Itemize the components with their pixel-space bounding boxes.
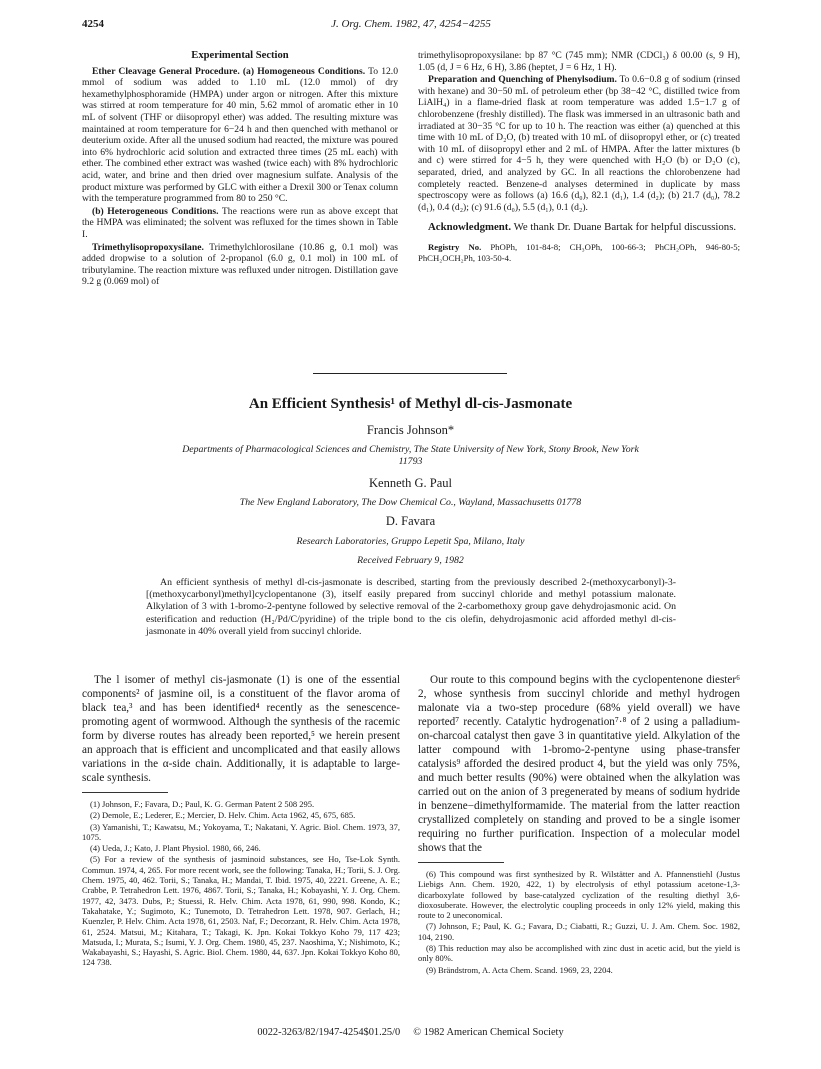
registry-numbers: [418, 242, 740, 264]
author-affiliation: The New England Laboratory, The Dow Chemical Co., Wayland, Massachusetts 01778: [239, 497, 582, 508]
footnote: (6) This compound was first synthesized by R. Wilstätter and A. Pfannenstiehl (Justus Liebigs Ann. Chem. 1920, 422, 1) by electrolysis of ethyl potassium acetone-1,3-dicarboxylate followed by base-catalyzed cyclization of the resulting diethyl 3,6-dioxosuberate. However, the electrolytic coupling proceeds in only 12% yield, making this route to 2 uneconomical.: [418, 869, 740, 921]
article-title: An Efficient Synthesis¹ of Methyl dl-cis-Jasmonate: [248, 396, 573, 412]
footnote: (1) Johnson, F.; Favara, D.; Paul, K. G. German Patent 2 508 295.: [90, 799, 315, 809]
footnote: (4) Ueda, J.; Kato, J. Plant Physiol. 1980, 66, 246.: [90, 843, 261, 854]
acknowledgment-text: We thank Dr. Duane Bartak for helpful discussions.: [511, 221, 737, 234]
page-number: 4254: [82, 18, 104, 30]
footnote: (3) Yamanishi, T.; Kawatsu, M.; Yokoyama, T.; Nakatani, Y. Agric. Biol. Chem. 1973, 37, 1075.: [82, 821, 400, 842]
body-left-column: [82, 673, 400, 968]
paragraph-text: Trimethylchlorosilane (10.86 g, 0.1 mol) was added dropwise to a solution of 2-propanol (6.0 g, 0.1 mol) in 100 mL of tributylamine. The reaction mixture was refluxed under nitrogen. Distillation gave 9.2 g (0.069 mol) of: [82, 241, 398, 288]
author-name: Francis Johnson*: [366, 423, 455, 437]
paragraph-head: (b) Heterogeneous Conditions.: [92, 205, 219, 217]
paragraph: [418, 50, 740, 73]
experimental-right-column: [418, 50, 740, 264]
abstract: An efficient synthesis of methyl dl-cis-jasmonate is described, starting from the previously described 2-(methoxycarbonyl)-3-[(methoxycarbonyl)methyl]cyclopentanone (3), itself easily prepared from succinyl chloride and methyl potassium malonate. Alkylation of 3 with 1-bromo-2-pentyne followed by selective removal of the 2-carbomethoxy group gave dehydrojasmonic acid. On esterification and reduction (H₂/Pd/C/pyridine) of the triple bond to the cis olefin, dehydrojasmonic acid afforded methyl dl-cis-jasmonate in 40% overall yield from succinyl chloride.: [146, 577, 676, 637]
footnote-rule: [418, 862, 504, 863]
acknowledgment-head: Acknowledgment.: [428, 221, 512, 234]
paragraph-text: The reactions were run as above except that the HMPA was eliminated; the solvent was refluxed for the times shown in Table I.: [82, 205, 398, 240]
journal-citation: J. Org. Chem. 1982, 47, 4254−4255: [331, 18, 491, 30]
article-divider: [313, 373, 507, 374]
paragraph: [82, 206, 398, 241]
registry-text: PhOPh, 101-84-8; CH₃OPh, 100-66-3; PhCH₂OPh, 946-80-5; PhCH₂OCH₂Ph, 103-50-4.: [418, 242, 740, 264]
article-code: 0022-3263/82/1947-4254$01.25/0: [257, 1027, 401, 1038]
paragraph-text: To 12.0 mmol of sodium was added to 1.10 mL (12.0 mmol) of dry hexamethylphosphoramide (HMPA) under argon or nitrogen. After this mixture was stirred at room temperature for 40 min, 5.62 mmol of aromatic ether in 10 mL of solvent (THF or diisopropyl ether) was added. The resulting mixture was maintained at room temperature for 6−24 h and then quenched with methanol or deuterium oxide. After all the unused sodium had reacted, the mixture was poured into 6% hydrochloric acid solution and extracted three times (25 mL each) with ether. The combined ether extract was washed (twice each) with 8% hydrochloric acid, water, and brine and then dried over magnesium sulfate. Analysis of the product mixture was performed by GLC with either a Drexil 300 or Tenax column with the temperature programmed from 80 to 250 °C.: [82, 65, 398, 205]
footnotes-right: [418, 869, 740, 975]
footnote: (2) Demole, E.; Lederer, E.; Mercier, D. Helv. Chim. Acta 1962, 45, 675, 685.: [90, 810, 356, 821]
received-date: Received February 9, 1982: [357, 555, 464, 566]
body-right-column: [418, 673, 740, 975]
footnote-rule: [82, 792, 168, 793]
footnote: (5) For a review of the synthesis of jasminoid substances, see Ho, Tse-Lok Synth. Commun. 1974, 4, 265. For more recent work, see the following: Tanaka, H.; Torii, S. J. Org. Chem. 1975, 40, 462. Torii, S.; Tanaka, H.; Mandai, T. Ibid. 1975, 40, 2221. Greene, A. E.; Crabbe, P. Tetrahedron Lett. 1976, 4867. Torii, S.; Tanaka, H.; Kobayashi, Y. J. Org. Chem. 1977, 42, 3473. Dubs, P.; Stuessi, R. Helv. Chim. Acta 1978, 61, 990, 998. Kondo, K.; Takahatake, Y.; Sugimoto, K.; Tunemoto, D. Tetrahedron Lett. 1978, 907. Gerlach, H.; Kuenzler, P. Helv. Chim. Acta 1978, 61, 2503. Naf, F.; Decorzant, R. Helv. Chim. Acta 1978, 61, 2524. Matsui, M.; Kitahara, T.; Takagi, K. Jpn. Kokai Tokkyo Koho 79, 117 423; Matsuda, I.; Murata, S.; Isumi, Y. J. Org. Chem. 1980, 45, 237. Naoshima, Y.; Nishimoto, K.; Wakabayashi, S.; Hayashi, S. Agric. Biol. Chem. 1980, 44, 637. Jpn. Kokai Tokkyo Koho 80, 124 738.: [82, 854, 400, 968]
experimental-left-column: [82, 50, 398, 288]
author-name: D. Favara: [385, 514, 436, 528]
page-footer: [0, 1027, 821, 1038]
paragraph: [418, 74, 740, 213]
author-affiliation: Departments of Pharmacological Sciences and Chemistry, The State University of New York, Stony Brook, New York 11793: [182, 444, 639, 467]
paragraph-head: Trimethylisopropoxysilane.: [92, 241, 204, 253]
footnote: (8) This reduction may also be accomplished with zinc dust in acetic acid, but the yield is only 80%.: [418, 943, 740, 964]
paragraph-head: Preparation and Quenching of Phenylsodium.: [428, 74, 617, 86]
acknowledgment: [418, 221, 740, 234]
body-paragraph: The l isomer of methyl cis-jasmonate (1) is one of the essential components² of jasmine oil, is a constituent of the flavor aroma of black tea,³ and has been identified⁴ recently as the senescence-promoting agent of wormwood. Although the synthesis of the racemic form by diverse routes has already been reported,⁵ we herein present an approach that is efficient and uncomplicated and that easily allows variations in the α-side chain. Additionally, it is adaptable to large-scale synthesis.: [82, 674, 400, 784]
author-affiliation: Research Laboratories, Gruppo Lepetit Spa, Milano, Italy: [296, 536, 525, 547]
body-paragraph: Our route to this compound begins with the cyclopentenone diester⁶ 2, whose synthesis from succinyl chloride and methyl hydrogen malonate via a two-step procedure (68% yield overall) we have reported⁷ recently. Catalytic hydrogenation⁷·⁸ of 2 using a palladium-on-charcoal catalyst then gave 3 in quantitative yield. Alkylation of the latter compound with 1-bromo-2-pentyne using phase-transfer catalysis⁹ afforded the desired product 4, but the yield was only 75%, and much better results (90%) were obtained when the alkylation was carried out on the anion of 3 pregenerated by means of sodium hydride in benzene−dimethylformamide. The material from the latter reaction crystallized completely on standing and proved to be a single isomer requiring no further purification. Inspection of a molecular model shows that the: [418, 674, 740, 854]
footnotes-left: [82, 799, 400, 968]
paragraph-text: To 0.6−0.8 g of sodium (rinsed with hexane) and 30−50 mL of petroleum ether (bp 38−42 °C, distilled twice from LiAlH₄) in a flame-dried flask at room temperature was added 1.5−1.7 g of chlorobenzene (freshly distilled). The flask was immersed in an ultrasonic bath and irradiated at 30−35 °C for up to 10 h. The reaction was either (a) quenched at this time with 10 mL of D₂O, (b) treated with 10 mL of diisopropyl ether, or (c) treated with 10 mL of diisopropyl ether and 2 mL of HMPA. After the latter mixtures (b and c) were stirred for 4−5 h, they were quenched with H₂O (b) or D₂O (c), separated, dried, and analyzed by GC. In all reactions the chlorobenzene had completely reacted. Benzene-d analyses determined in duplicate by mass spectroscopy were as follows (a) 16.6 (d₀), 82.1 (d₁), 1.4 (d₂); (b) 21.7 (d₀), 78.2 (d₁), 0.4 (d₂); (c) 91.6 (d₀), 5.5 (d₁), 0.1 (d₂).: [418, 74, 741, 213]
paragraph-text: trimethylisopropoxysilane: bp 87 °C (745 mm); NMR (CDCl₃) δ 00.00 (s, 9 H), 1.05 (d, J = 6 Hz, 6 H), 3.86 (heptet, J = 6 Hz, 1 H).: [418, 50, 740, 73]
paragraph-head: Ether Cleavage General Procedure. (a) Homogeneous Conditions.: [92, 65, 366, 77]
author-name: Kenneth G. Paul: [369, 476, 452, 490]
copyright: © 1982 American Chemical Society: [413, 1027, 564, 1038]
footnote: (7) Johnson, F.; Paul, K. G.; Favara, D.; Ciabatti, R.; Guzzi, U. J. Am. Chem. Soc. 1982, 104, 2190.: [418, 921, 740, 942]
paragraph: [82, 66, 398, 205]
running-header: [82, 18, 740, 34]
footnote: (9) Brändstrom, A. Acta Chem. Scand. 1969, 23, 2204.: [426, 964, 613, 975]
paragraph: [82, 242, 398, 288]
section-title: Experimental Section: [191, 50, 289, 61]
registry-head: Registry No.: [428, 242, 482, 253]
